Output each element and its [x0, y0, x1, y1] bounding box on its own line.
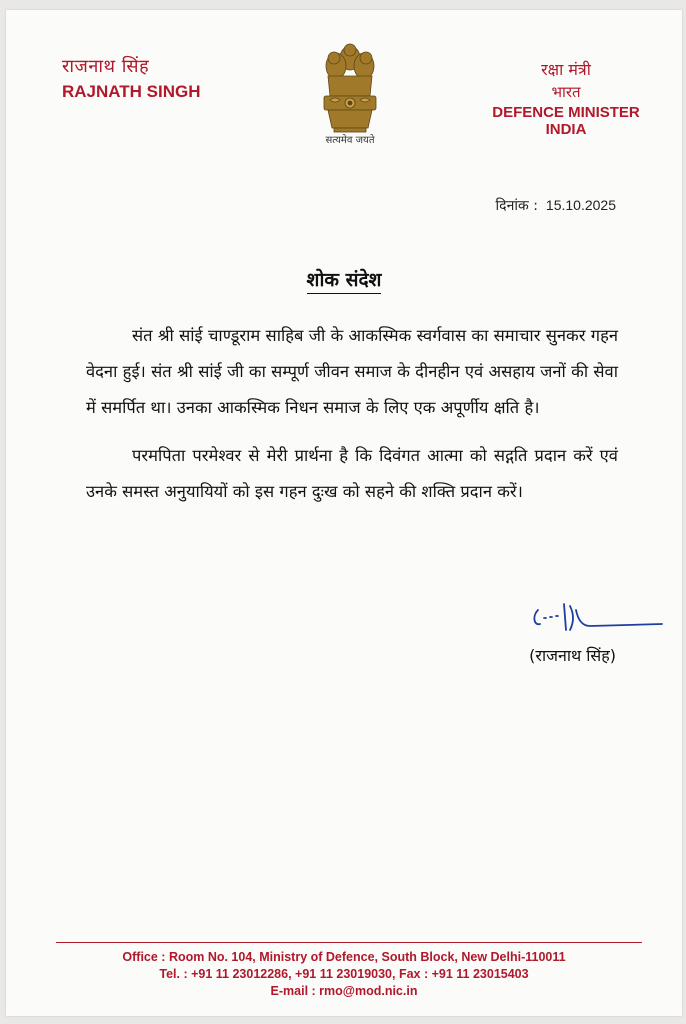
name-hindi: राजनाथ सिंह: [62, 56, 150, 77]
footer: [6, 949, 682, 1000]
title-hindi: रक्षा मंत्री: [541, 60, 591, 79]
letter-title-wrap: [6, 266, 682, 292]
footer-divider: [56, 942, 642, 943]
header-right: [486, 58, 646, 138]
name-english: RAJNATH SINGH: [62, 82, 201, 101]
title-english: DEFENCE MINISTER: [492, 104, 640, 121]
emblem-motto: सत्यमेव जयते: [325, 135, 375, 146]
paragraph-2: परमपिता परमेश्वर से मेरी प्रार्थना है कि दिवंगत आत्मा को सद्गति प्रदान करें एवं उनके समस्त अनुयायियों को इस गहन दुःख को सहने की शक्ति प्रदान करें।: [86, 446, 618, 501]
letter-title: शोक संदेश: [307, 269, 382, 294]
signatory-name: (राजनाथ सिंह): [529, 646, 616, 665]
signature-image: [530, 600, 670, 640]
country-hindi: भारत: [551, 83, 581, 101]
letter-body: [86, 318, 618, 522]
paragraph-1: संत श्री सांई चाण्डूराम साहिब जी के आकस्मिक स्वर्गवास का समाचार सुनकर गहन वेदना हुई। संत श्री सांई जी का सम्पूर्ण जीवन समाज के दीनहीन एवं असहाय जनों की सेवा में समर्पित था। उनका आकस्मिक निधन समाज के लिए एक अपूर्णीय क्षति है।: [86, 326, 618, 417]
date-value: 15.10.2025: [545, 197, 616, 213]
date-label: दिनांक :: [495, 198, 538, 214]
header-left: [62, 54, 201, 102]
country-english: INDIA: [545, 121, 587, 138]
footer-email: E-mail : rmo@mod.nic.in: [270, 984, 418, 998]
footer-office: Office : Room No. 104, Ministry of Defence, South Block, New Delhi-110011: [122, 950, 566, 964]
footer-tel: Tel. : +91 11 23012286, +91 11 23019030, Fax : +91 11 23015403: [159, 967, 529, 981]
letter-date: [496, 196, 616, 215]
letter-page: [6, 10, 682, 1016]
